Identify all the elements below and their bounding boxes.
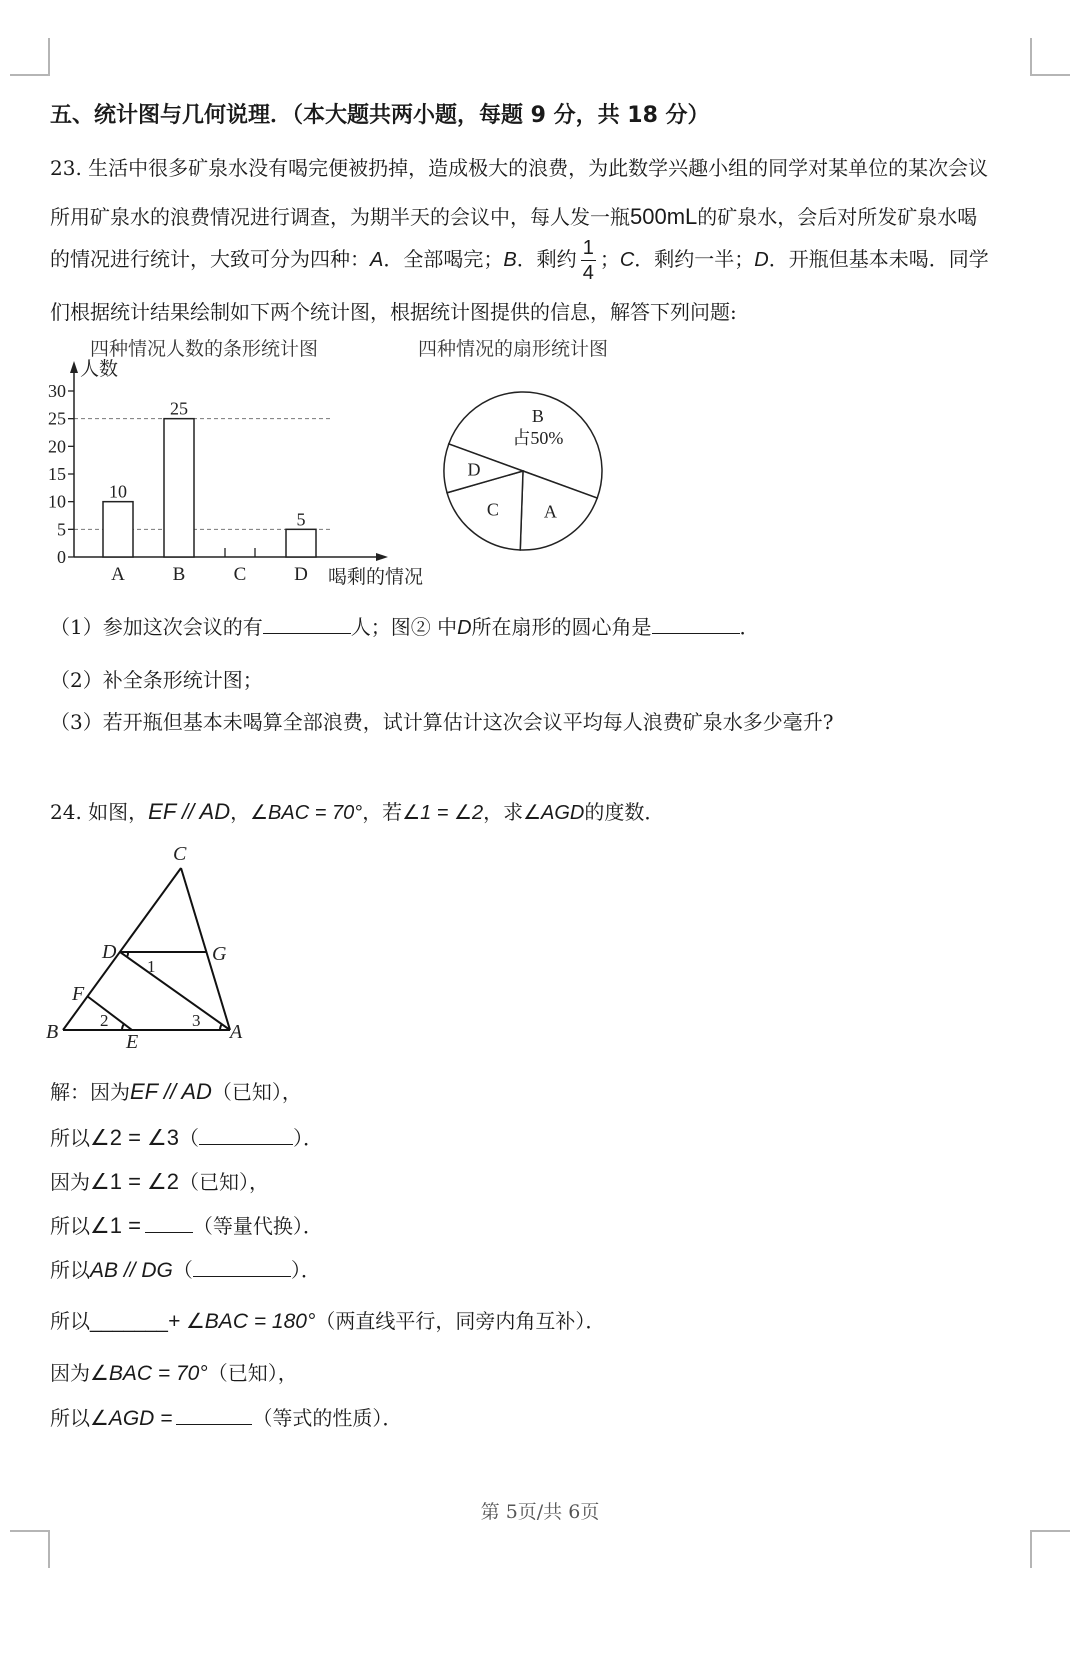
q23-sub2: （2）补全条形统计图； [50, 668, 263, 692]
volume-value: 500mL [630, 204, 698, 229]
point-label: D [102, 941, 117, 963]
point-label: F [72, 983, 85, 1005]
y-tick-label: 0 [57, 547, 66, 567]
q23-text: 的情况进行统计，大致可分为四种： [50, 247, 370, 271]
crop-mark [48, 38, 50, 76]
y-axis-arrow [70, 361, 78, 373]
math-expression: AB // DG [90, 1259, 173, 1282]
bar [286, 529, 316, 557]
point-label: A [230, 1021, 243, 1043]
section-title: 五、统计图与几何说理．（本大题共两小题，每题 9 分，共 18 分） [50, 103, 710, 128]
x-axis-label: 喝剩的情况 [328, 567, 424, 588]
x-axis-arrow [376, 553, 388, 561]
solution-text: ）． [290, 1258, 321, 1282]
crop-mark [1032, 74, 1070, 76]
q23-text: 所在扇形的圆心角是 [471, 615, 652, 639]
option-text: ．剩约一半； [634, 247, 755, 271]
answer-blank[interactable] [176, 1406, 252, 1425]
geometry-figure [40, 840, 260, 1060]
math-expression: ∠1 = ∠2 [90, 1169, 179, 1194]
math-expression: ∠2 = ∠3 [90, 1125, 179, 1150]
option-text: ．开瓶但基本未喝．同学 [768, 247, 989, 271]
q23-line2 [50, 201, 977, 230]
bar [164, 419, 194, 557]
solution-text: 解：因为 [50, 1080, 130, 1104]
solution-text: 所以 [50, 1258, 90, 1282]
y-tick-label: 5 [57, 519, 66, 540]
solution-text: 因为 [50, 1170, 90, 1194]
point-label: C [173, 843, 187, 865]
option-letter: B [503, 249, 517, 271]
option-text: ．剩约 [516, 247, 577, 271]
answer-blank[interactable] [263, 615, 351, 634]
crop-mark [1030, 1530, 1032, 1568]
answer-blank[interactable]: _______ [90, 1311, 168, 1333]
math-expression: + ∠BAC = 180° [167, 1310, 316, 1333]
angle-label: 1 [147, 957, 156, 976]
crop-mark [1030, 38, 1032, 76]
option-letter: C [619, 249, 635, 271]
solution-text: （已知）， [211, 1080, 302, 1104]
q24-stem [50, 796, 664, 825]
solution-text: 所以 [50, 1309, 90, 1333]
bar-chart [40, 355, 440, 595]
solution-line [50, 1076, 302, 1105]
crop-mark [10, 74, 48, 76]
point-label: G [212, 943, 227, 965]
pie-chart [430, 385, 620, 565]
q23-text: 人；图② 中 [350, 615, 458, 639]
y-axis-label: 人数 [80, 359, 119, 380]
y-tick-label: 15 [48, 464, 66, 484]
x-tick-label: B [172, 564, 186, 585]
math-expression: ∠AGD = [90, 1407, 173, 1430]
q23-text: 的矿泉水，会后对所发矿泉水喝 [697, 205, 978, 229]
q23-text: （1）参加这次会议的有 [50, 615, 263, 639]
q23-sub1 [50, 611, 760, 640]
math-expression: EF // AD [130, 1079, 212, 1104]
y-tick-label: 25 [48, 408, 66, 429]
math-expression: ∠1 = [90, 1213, 141, 1238]
bar-value-label: 10 [109, 481, 127, 502]
solution-line [50, 1305, 605, 1334]
solution-line [50, 1166, 269, 1195]
q23-line4: 们根据统计结果绘制如下两个统计图，根据统计图提供的信息，解答下列问题: [50, 300, 737, 324]
q24-text: ，若 [362, 800, 403, 824]
solution-line [50, 1357, 298, 1386]
answer-blank[interactable] [145, 1214, 193, 1233]
crop-mark [48, 1530, 50, 1568]
bar-value-label: 25 [170, 398, 188, 419]
angle-label: 2 [100, 1011, 109, 1030]
option-letter: A [370, 249, 384, 271]
q24-text: ，求 [483, 800, 524, 824]
page-footer: 第 5页/共 6页 [480, 1501, 600, 1523]
angle-1-arc [127, 952, 128, 957]
math-expression: EF // AD [148, 799, 231, 824]
x-tick-label: A [111, 564, 125, 585]
fraction-numerator: 1 [582, 237, 594, 259]
pie-slice-label: D [467, 459, 481, 480]
pie-slice-label: A [543, 501, 557, 522]
pie-slice-label: C [486, 499, 499, 520]
y-tick-label: 20 [48, 436, 66, 457]
solution-text: （等式的性质）． [252, 1406, 403, 1430]
solution-text: （等量代换）． [192, 1214, 323, 1238]
solution-text: （ [172, 1258, 193, 1282]
solution-text: 所以 [50, 1126, 90, 1150]
solution-line [50, 1254, 321, 1283]
answer-blank[interactable] [652, 615, 740, 634]
solution-text: （两直线平行，同旁内角互补）． [315, 1309, 606, 1333]
option-letter: D [457, 617, 472, 639]
math-expression: ∠AGD [523, 802, 585, 824]
q24-text: 的度数． [584, 800, 665, 824]
solution-text: 因为 [50, 1361, 90, 1385]
solution-text: （已知）， [179, 1170, 269, 1194]
segment-FE [87, 996, 132, 1030]
pie-chart-title: 四种情况的扇形统计图 [418, 338, 609, 360]
point-label: B [46, 1021, 59, 1043]
q24-text: ， [230, 800, 251, 824]
answer-blank[interactable] [193, 1258, 291, 1277]
solution-text: 所以 [50, 1214, 90, 1238]
q23-line3 [50, 238, 989, 283]
math-expression: ∠BAC = 70° [250, 802, 363, 824]
crop-mark [10, 1530, 48, 1532]
math-expression: ∠1 = ∠2 [402, 802, 484, 824]
fraction-denominator: 4 [582, 262, 594, 284]
segment-CB [63, 868, 181, 1030]
angle-label: 3 [192, 1011, 201, 1030]
solution-line [50, 1122, 323, 1151]
solution-text: 所以 [50, 1406, 90, 1430]
y-tick-label: 10 [48, 491, 66, 512]
q23-line1: 23. 生活中很多矿泉水没有喝完便被扔掉，造成极大的浪费，为此数学兴趣小组的同学对某单位的某次会议 [50, 156, 989, 180]
fraction [581, 238, 596, 283]
point-label: E [126, 1031, 139, 1053]
bar-chart-title: 四种情况人数的条形统计图 [90, 338, 319, 360]
solution-text: ）． [293, 1126, 323, 1150]
crop-mark [1032, 1530, 1070, 1532]
math-expression: ∠BAC = 70° [90, 1362, 208, 1385]
solution-text: （ [179, 1126, 199, 1150]
q23-sub3: （3）若开瓶但基本未喝算全部浪费，试计算估计这次会议平均每人浪费矿泉水多少毫升? [50, 710, 834, 734]
bar-value-label: 5 [296, 509, 306, 530]
q23-text: ． [739, 615, 760, 639]
x-tick-label: C [233, 564, 247, 585]
answer-blank[interactable] [199, 1126, 293, 1145]
q23-text: 所用矿泉水的浪费情况进行调查，为期半天的会议中，每人发一瓶 [50, 205, 630, 229]
solution-text: （已知）， [207, 1361, 298, 1385]
solution-line [50, 1402, 402, 1431]
option-text: ．全部喝完； [383, 247, 504, 271]
pie-slice-label: B [531, 406, 544, 427]
option-letter: D [754, 249, 769, 271]
solution-line [50, 1210, 323, 1239]
bar [103, 502, 133, 557]
y-tick-label: 30 [48, 381, 66, 401]
option-text: ； [599, 247, 620, 271]
x-tick-label: D [294, 564, 308, 585]
pie-percent-label: 占50% [512, 428, 564, 449]
q24-text: 24. 如图， [50, 800, 149, 824]
